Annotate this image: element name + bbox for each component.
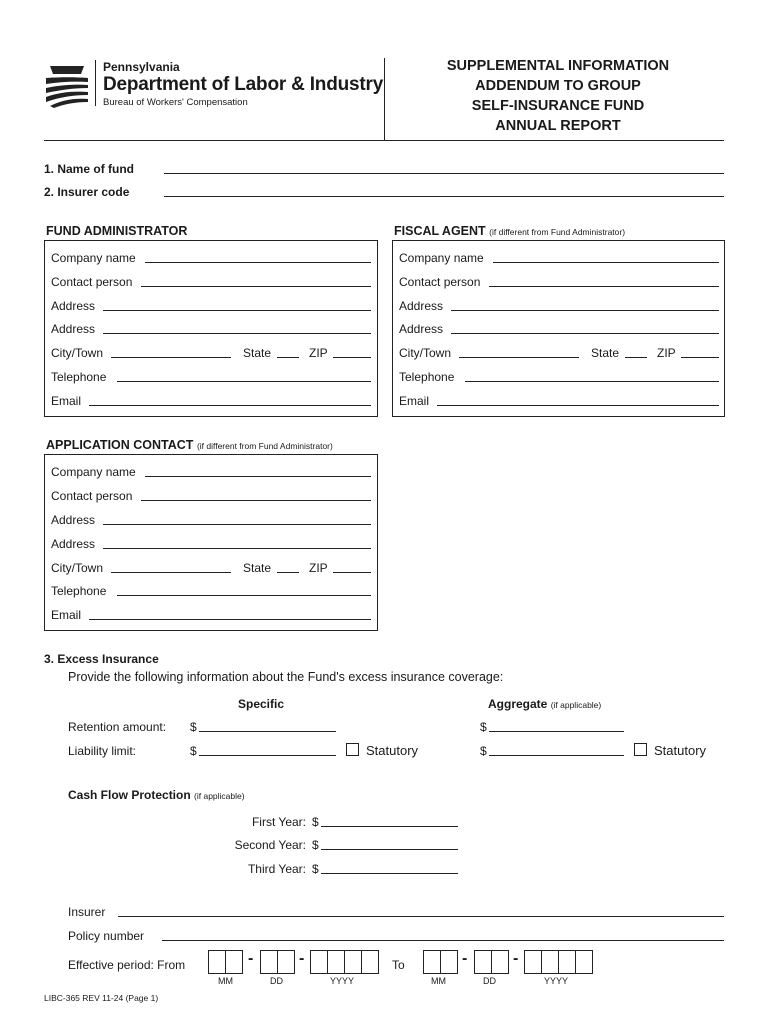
- excess-insurance-heading: 3. Excess Insurance: [44, 652, 159, 666]
- first-year-dollar: $: [312, 815, 319, 829]
- fa-company-line[interactable]: [145, 262, 371, 263]
- policy-number-line[interactable]: [162, 940, 724, 941]
- insurer-code-line[interactable]: [164, 196, 724, 197]
- from-date-separator: -: [248, 950, 254, 967]
- from-day-digit[interactable]: [277, 950, 295, 974]
- from-mm-caption: MM: [218, 976, 233, 986]
- to-label: To: [392, 958, 405, 972]
- agency-bureau: Bureau of Workers' Compensation: [103, 97, 248, 108]
- from-year-digit[interactable]: [344, 950, 362, 974]
- to-mm-caption: MM: [431, 976, 446, 986]
- ac-contact-field[interactable]: [51, 489, 373, 503]
- fa-city-line[interactable]: [111, 357, 231, 358]
- application-contact-note: (if different from Fund Administrator): [196, 441, 333, 451]
- ac-company-line[interactable]: [145, 476, 371, 477]
- second-year-dollar: $: [312, 838, 319, 852]
- fa-contact-line[interactable]: [141, 286, 371, 287]
- aggregate-statutory-label: Statutory: [654, 743, 707, 758]
- fa-address2-label: Address: [51, 322, 96, 336]
- excess-insurance-instruction: Provide the following information about the Fund's excess insurance coverage:: [68, 670, 504, 684]
- ac-address2-line[interactable]: [103, 548, 371, 549]
- fa-address2-line[interactable]: [103, 333, 371, 334]
- aggregate-note: (if applicable): [550, 700, 602, 710]
- from-day-digit[interactable]: [260, 950, 278, 974]
- header-vertical-divider: [384, 58, 385, 140]
- insurer-line[interactable]: [118, 916, 724, 917]
- fiscal-email-field[interactable]: [399, 394, 720, 408]
- fiscal-telephone-label: Telephone: [399, 370, 455, 384]
- ac-email-label: Email: [51, 608, 82, 622]
- to-year-digit[interactable]: [558, 950, 576, 974]
- fa-zip-label: ZIP: [309, 346, 328, 360]
- fa-telephone-label: Telephone: [51, 370, 107, 384]
- aggregate-statutory-checkbox[interactable]: [634, 743, 647, 756]
- to-day-digit[interactable]: [474, 950, 492, 974]
- fiscal-agent-title: FISCAL AGENT: [394, 224, 486, 238]
- name-of-fund-label: 1. Name of fund: [44, 162, 135, 176]
- from-yyyy-caption: YYYY: [330, 976, 355, 986]
- fiscal-contact-label: Contact person: [399, 275, 481, 289]
- ac-address1-line[interactable]: [103, 524, 371, 525]
- third-year-label: Third Year:: [247, 862, 306, 876]
- from-month-digit[interactable]: [208, 950, 226, 974]
- from-dd-caption: DD: [270, 976, 283, 986]
- ac-address2-label: Address: [51, 537, 96, 551]
- retention-aggregate-dollar: $: [480, 720, 487, 734]
- ac-address2-field[interactable]: [51, 537, 373, 551]
- fa-company-field[interactable]: [51, 251, 373, 265]
- fiscal-address2-line[interactable]: [451, 333, 719, 334]
- to-yyyy-caption: YYYY: [544, 976, 569, 986]
- to-date-separator: -: [462, 950, 468, 967]
- fa-state-line[interactable]: [277, 357, 299, 358]
- fiscal-company-label: Company name: [399, 251, 484, 265]
- policy-number-field[interactable]: [68, 929, 724, 943]
- fa-address1-field[interactable]: [51, 299, 373, 313]
- insurer-field[interactable]: [68, 905, 724, 919]
- liability-aggregate-dollar: $: [480, 744, 487, 758]
- from-month-digit[interactable]: [225, 950, 243, 974]
- fa-company-label: Company name: [51, 251, 136, 265]
- logo-divider: [95, 60, 96, 106]
- fiscal-contact-line[interactable]: [489, 286, 719, 287]
- fiscal-zip-line[interactable]: [681, 357, 719, 358]
- from-year-digit[interactable]: [361, 950, 379, 974]
- ac-zip-line[interactable]: [333, 572, 371, 573]
- second-year-line[interactable]: [321, 849, 458, 850]
- fiscal-company-field[interactable]: [399, 251, 720, 265]
- first-year-field[interactable]: [312, 815, 462, 829]
- form-title-line: ANNUAL REPORT: [495, 118, 621, 134]
- first-year-label: First Year:: [251, 815, 306, 829]
- retention-specific-field[interactable]: [190, 720, 340, 734]
- ac-contact-label: Contact person: [51, 489, 133, 503]
- insurer-label: Insurer: [68, 905, 106, 919]
- first-year-line[interactable]: [321, 826, 458, 827]
- from-year-digit[interactable]: [327, 950, 345, 974]
- ac-company-label: Company name: [51, 465, 136, 479]
- to-month-digit[interactable]: [440, 950, 458, 974]
- fiscal-agent-note: (if different from Fund Administrator): [489, 227, 626, 237]
- name-of-fund-field[interactable]: [44, 162, 724, 176]
- liability-aggregate-field[interactable]: [480, 744, 630, 758]
- policy-number-label: Policy number: [68, 929, 145, 943]
- fa-city-state-zip-field[interactable]: [51, 346, 373, 360]
- fa-email-field[interactable]: [51, 394, 373, 408]
- retention-aggregate-line[interactable]: [489, 731, 624, 732]
- ac-zip-label: ZIP: [309, 561, 328, 575]
- specific-column-heading: Specific: [238, 697, 285, 711]
- cash-flow-heading: [68, 788, 245, 803]
- agency-state: Pennsylvania: [103, 60, 180, 74]
- form-title-line: SELF-INSURANCE FUND: [471, 98, 645, 114]
- liability-limit-label: Liability limit:: [68, 744, 137, 758]
- liability-specific-line[interactable]: [199, 755, 336, 756]
- insurer-code-label: 2. Insurer code: [44, 185, 130, 199]
- aggregate-column-heading: [488, 697, 601, 712]
- fiscal-zip-label: ZIP: [657, 346, 676, 360]
- fa-state-label: State: [243, 346, 272, 360]
- application-contact-box: [44, 454, 378, 631]
- fa-email-label: Email: [51, 394, 82, 408]
- form-title-line: SUPPLEMENTAL INFORMATION: [446, 58, 670, 74]
- fiscal-city-line[interactable]: [459, 357, 579, 358]
- ac-email-field[interactable]: [51, 608, 373, 622]
- ac-email-line[interactable]: [89, 619, 371, 620]
- fa-address2-field[interactable]: [51, 322, 373, 336]
- retention-amount-label: Retention amount:: [68, 720, 167, 734]
- fiscal-address2-field[interactable]: [399, 322, 720, 336]
- ac-address1-label: Address: [51, 513, 96, 527]
- keystone-logo-icon: [44, 62, 90, 108]
- fiscal-contact-field[interactable]: [399, 275, 720, 289]
- to-dd-caption: DD: [483, 976, 496, 986]
- to-month-digit[interactable]: [423, 950, 441, 974]
- to-year-digit[interactable]: [575, 950, 593, 974]
- to-day-digit[interactable]: [491, 950, 509, 974]
- fa-telephone-line[interactable]: [117, 381, 371, 382]
- specific-statutory-checkbox[interactable]: [346, 743, 359, 756]
- fa-address1-line[interactable]: [103, 310, 371, 311]
- insurer-code-field[interactable]: [44, 185, 724, 199]
- fiscal-email-line[interactable]: [437, 405, 719, 406]
- ac-telephone-field[interactable]: [51, 584, 373, 598]
- ac-telephone-label: Telephone: [51, 584, 107, 598]
- second-year-label: Second Year:: [234, 838, 306, 852]
- cash-flow-title: Cash Flow Protection: [68, 788, 191, 802]
- fa-telephone-field[interactable]: [51, 370, 373, 384]
- ac-company-field[interactable]: [51, 465, 373, 479]
- fa-contact-label: Contact person: [51, 275, 133, 289]
- third-year-line[interactable]: [321, 873, 458, 874]
- to-year-digit[interactable]: [524, 950, 542, 974]
- fiscal-email-label: Email: [399, 394, 430, 408]
- fa-address1-label: Address: [51, 299, 96, 313]
- fiscal-telephone-field[interactable]: [399, 370, 720, 384]
- ac-city-state-zip-field[interactable]: [51, 561, 373, 575]
- fiscal-address2-label: Address: [399, 322, 444, 336]
- cash-flow-note: (if applicable): [194, 791, 245, 801]
- ac-telephone-line[interactable]: [117, 595, 371, 596]
- fiscal-city-label: City/Town: [399, 346, 452, 360]
- fiscal-agent-heading: [394, 224, 625, 238]
- fa-contact-field[interactable]: [51, 275, 373, 289]
- aggregate-title: Aggregate: [488, 697, 548, 711]
- fiscal-address1-line[interactable]: [451, 310, 719, 311]
- ac-state-label: State: [243, 561, 272, 575]
- to-date-separator: -: [513, 950, 519, 967]
- fiscal-state-line[interactable]: [625, 357, 647, 358]
- liability-specific-dollar: $: [190, 744, 197, 758]
- application-contact-title: APPLICATION CONTACT: [46, 438, 194, 452]
- fund-administrator-heading: FUND ADMINISTRATOR: [46, 224, 188, 238]
- ac-city-line[interactable]: [111, 572, 231, 573]
- liability-specific-field[interactable]: [190, 744, 340, 758]
- retention-specific-line[interactable]: [199, 731, 336, 732]
- second-year-field[interactable]: [312, 838, 462, 852]
- third-year-field[interactable]: [312, 862, 462, 876]
- ac-address1-field[interactable]: [51, 513, 373, 527]
- third-year-dollar: $: [312, 862, 319, 876]
- liability-aggregate-line[interactable]: [489, 755, 624, 756]
- retention-specific-dollar: $: [190, 720, 197, 734]
- ac-state-line[interactable]: [277, 572, 299, 573]
- retention-aggregate-field[interactable]: [480, 720, 630, 734]
- fiscal-state-label: State: [591, 346, 620, 360]
- fiscal-company-line[interactable]: [493, 262, 719, 263]
- application-contact-heading: [46, 438, 333, 452]
- fa-email-line[interactable]: [89, 405, 371, 406]
- fund-administrator-box: [44, 240, 378, 417]
- agency-name: Department of Labor & Industry: [103, 74, 384, 95]
- from-date-separator: -: [299, 950, 305, 967]
- to-year-digit[interactable]: [541, 950, 559, 974]
- fiscal-telephone-line[interactable]: [465, 381, 719, 382]
- effective-period-label: Effective period: From: [68, 958, 186, 972]
- specific-statutory-label: Statutory: [366, 743, 419, 758]
- from-year-digit[interactable]: [310, 950, 328, 974]
- fa-city-label: City/Town: [51, 346, 104, 360]
- name-of-fund-line[interactable]: [164, 173, 724, 174]
- ac-contact-line[interactable]: [141, 500, 371, 501]
- ac-city-label: City/Town: [51, 561, 104, 575]
- fiscal-city-state-zip-field[interactable]: [399, 346, 720, 360]
- fiscal-agent-box: [392, 240, 725, 417]
- form-title: [400, 56, 716, 136]
- fa-zip-line[interactable]: [333, 357, 371, 358]
- fiscal-address1-field[interactable]: [399, 299, 720, 313]
- header-bottom-rule: [44, 140, 724, 141]
- fiscal-address1-label: Address: [399, 299, 444, 313]
- form-id: LIBC-365 REV 11-24 (Page 1): [44, 993, 159, 1003]
- form-title-line: ADDENDUM TO GROUP: [475, 78, 641, 94]
